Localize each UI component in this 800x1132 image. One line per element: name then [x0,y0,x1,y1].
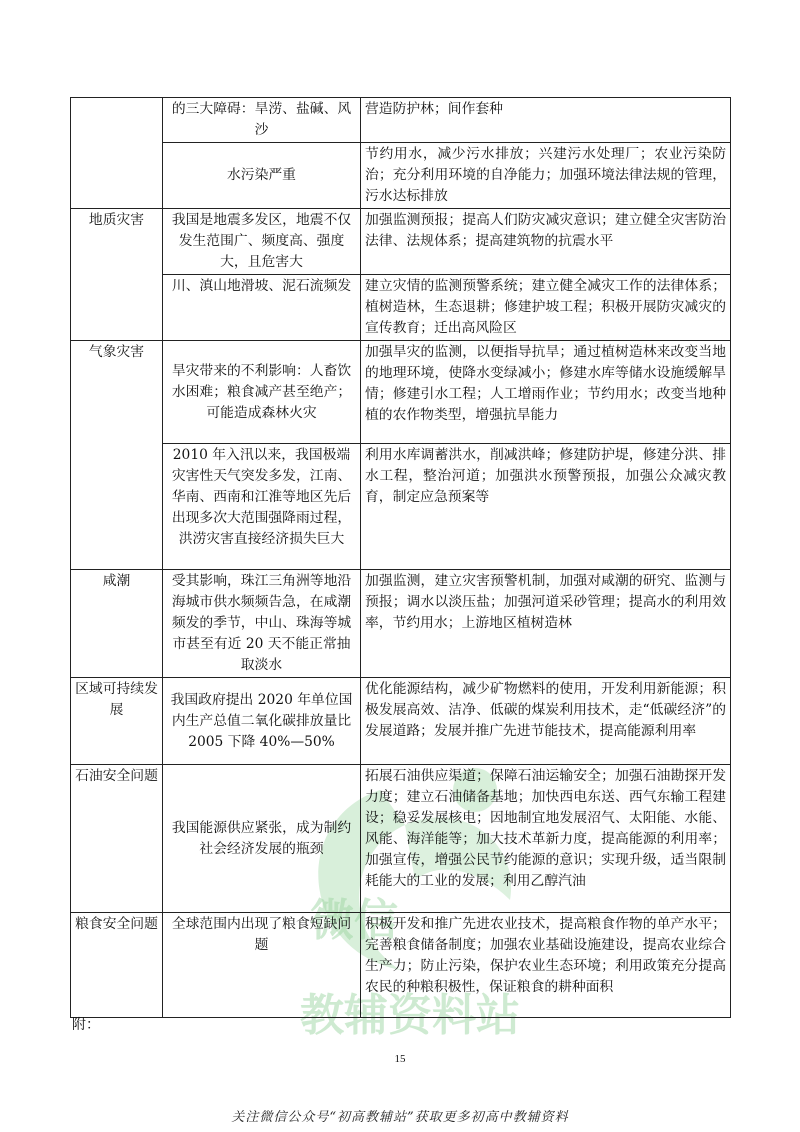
problem-cell: 旱灾带来的不利影响：人畜饮水困难；粮食减产甚至绝产；可能造成森林火灾 [163,341,361,444]
problem-cell: 全球范围内出现了粮食短缺问题 [163,913,361,1018]
table-row [71,765,731,913]
table-row [71,275,731,341]
measures-cell: 加强监测，建立灾害预警机制，加强对咸潮的研究、监测与预报；调水以淡压盐；加强河道采砂管理；提高水的利用效率，节约用水；上游地区植树造林 [361,570,731,678]
table-row [71,98,731,143]
measures-cell: 营造防护林；间作套种 [361,98,731,143]
category-cell: 咸潮 [71,570,163,678]
geography-issues-table [70,97,731,1018]
table-row [71,341,731,444]
category-cell: 地质灾害 [71,209,163,341]
problem-cell: 我国能源供应紧张，成为制约社会经济发展的瓶颈 [163,765,361,913]
measures-cell: 节约用水，减少污水排放；兴建污水处理厂；农业污染防治；充分利用环境的自净能力；加强环境法律法规的管理，污水达标排放 [361,143,731,209]
table-row [71,209,731,275]
svg-text:微信: 微信 [310,895,398,946]
svg-text:教辅资料站: 教辅资料站 [300,990,520,1041]
measures-cell: 加强旱灾的监测，以便指导抗旱；通过植树造林来改变当地的地理环境，使降水变绿减小；修建水库等储水设施缓解旱情；修建引水工程；人工增雨作业；节约用水；改变当地种植的农作物类型，增强抗旱能力 [361,341,731,444]
problem-cell: 受其影响，珠江三角洲等地沿海城市供水频频告急，在咸潮频发的季节，中山、珠海等城市甚至有近 20 天不能正常抽取淡水 [163,570,361,678]
problem-cell: 2010 年入汛以来，我国极端灾害性天气突发多发，江南、华南、西南和江淮等地区先后出现多次大范围强降雨过程，洪涝灾害直接经济损失巨大 [163,444,361,570]
table-row [71,678,731,765]
problem-cell: 我国政府提出 2020 年单位国内生产总值二氧化碳排放量比 2005 下降 40%—50% [163,678,361,765]
measures-cell: 建立灾情的监测预警系统；建立健全减灾工作的法律体系；植树造林，生态退耕；修建护坡工程；积极开展防灾减灾的宣传教育；迁出高风险区 [361,275,731,341]
problem-cell: 水污染严重 [163,143,361,209]
problem-cell: 的三大障碍：旱涝、盐碱、风沙 [163,98,361,143]
measures-cell: 积极开发和推广先进农业技术，提高粮食作物的单产水平；完善粮食储备制度；加强农业基础设施建设，提高农业综合生产力；防止污染，保护农业生态环境；利用政策充分提高农民的种粮积极性，保证粮食的耕种面积 [361,913,731,1018]
measures-cell: 加强监测预报；提高人们防灾减灾意识；建立健全灾害防治法律、法规体系；提高建筑物的抗震水平 [361,209,731,275]
page-number: 15 [394,1053,406,1065]
measures-cell: 利用水库调蓄洪水，削减洪峰；修建防护堤，修建分洪、排水工程，整治河道；加强洪水预警预报，加强公众减灾教育，制定应急预案等 [361,444,731,570]
footer-note: 关注微信公众号“初高教辅站”获取更多初高中教辅资料 [231,1110,569,1125]
problem-cell: 我国是地震多发区，地震不仅发生范围广、频度高、强度大，且危害大 [163,209,361,275]
category-cell [71,98,163,209]
table-row [71,143,731,209]
measures-cell: 拓展石油供应渠道；保障石油运输安全；加强石油勘探开发力度；建立石油储备基地；加快西电东送、西气东输工程建设；稳妥发展核电；因地制宜地发展沼气、太阳能、水能、风能、海洋能等；加大技术革新力度，提高能源的利用率；加强宣传，增强公民节约能源的意识；实现升级，适当限制耗能大的工业的发展；利用乙醇汽油 [361,765,731,913]
table-row [71,570,731,678]
table-row [71,913,731,1018]
table-row [71,444,731,570]
category-cell: 气象灾害 [71,341,163,570]
problem-cell: 川、滇山地滑坡、泥石流频发 [163,275,361,341]
category-cell: 区域可持续发展 [71,678,163,765]
category-cell: 粮食安全问题 [71,913,163,1018]
category-cell: 石油安全问题 [71,765,163,913]
measures-cell: 优化能源结构，减少矿物燃料的使用，开发利用新能源；积极发展高效、洁净、低碳的煤炭利用技术，走“低碳经济”的发展道路；发展并推广先进节能技术，提高能源利用率 [361,678,731,765]
appendix-label: 附： [72,1017,100,1033]
